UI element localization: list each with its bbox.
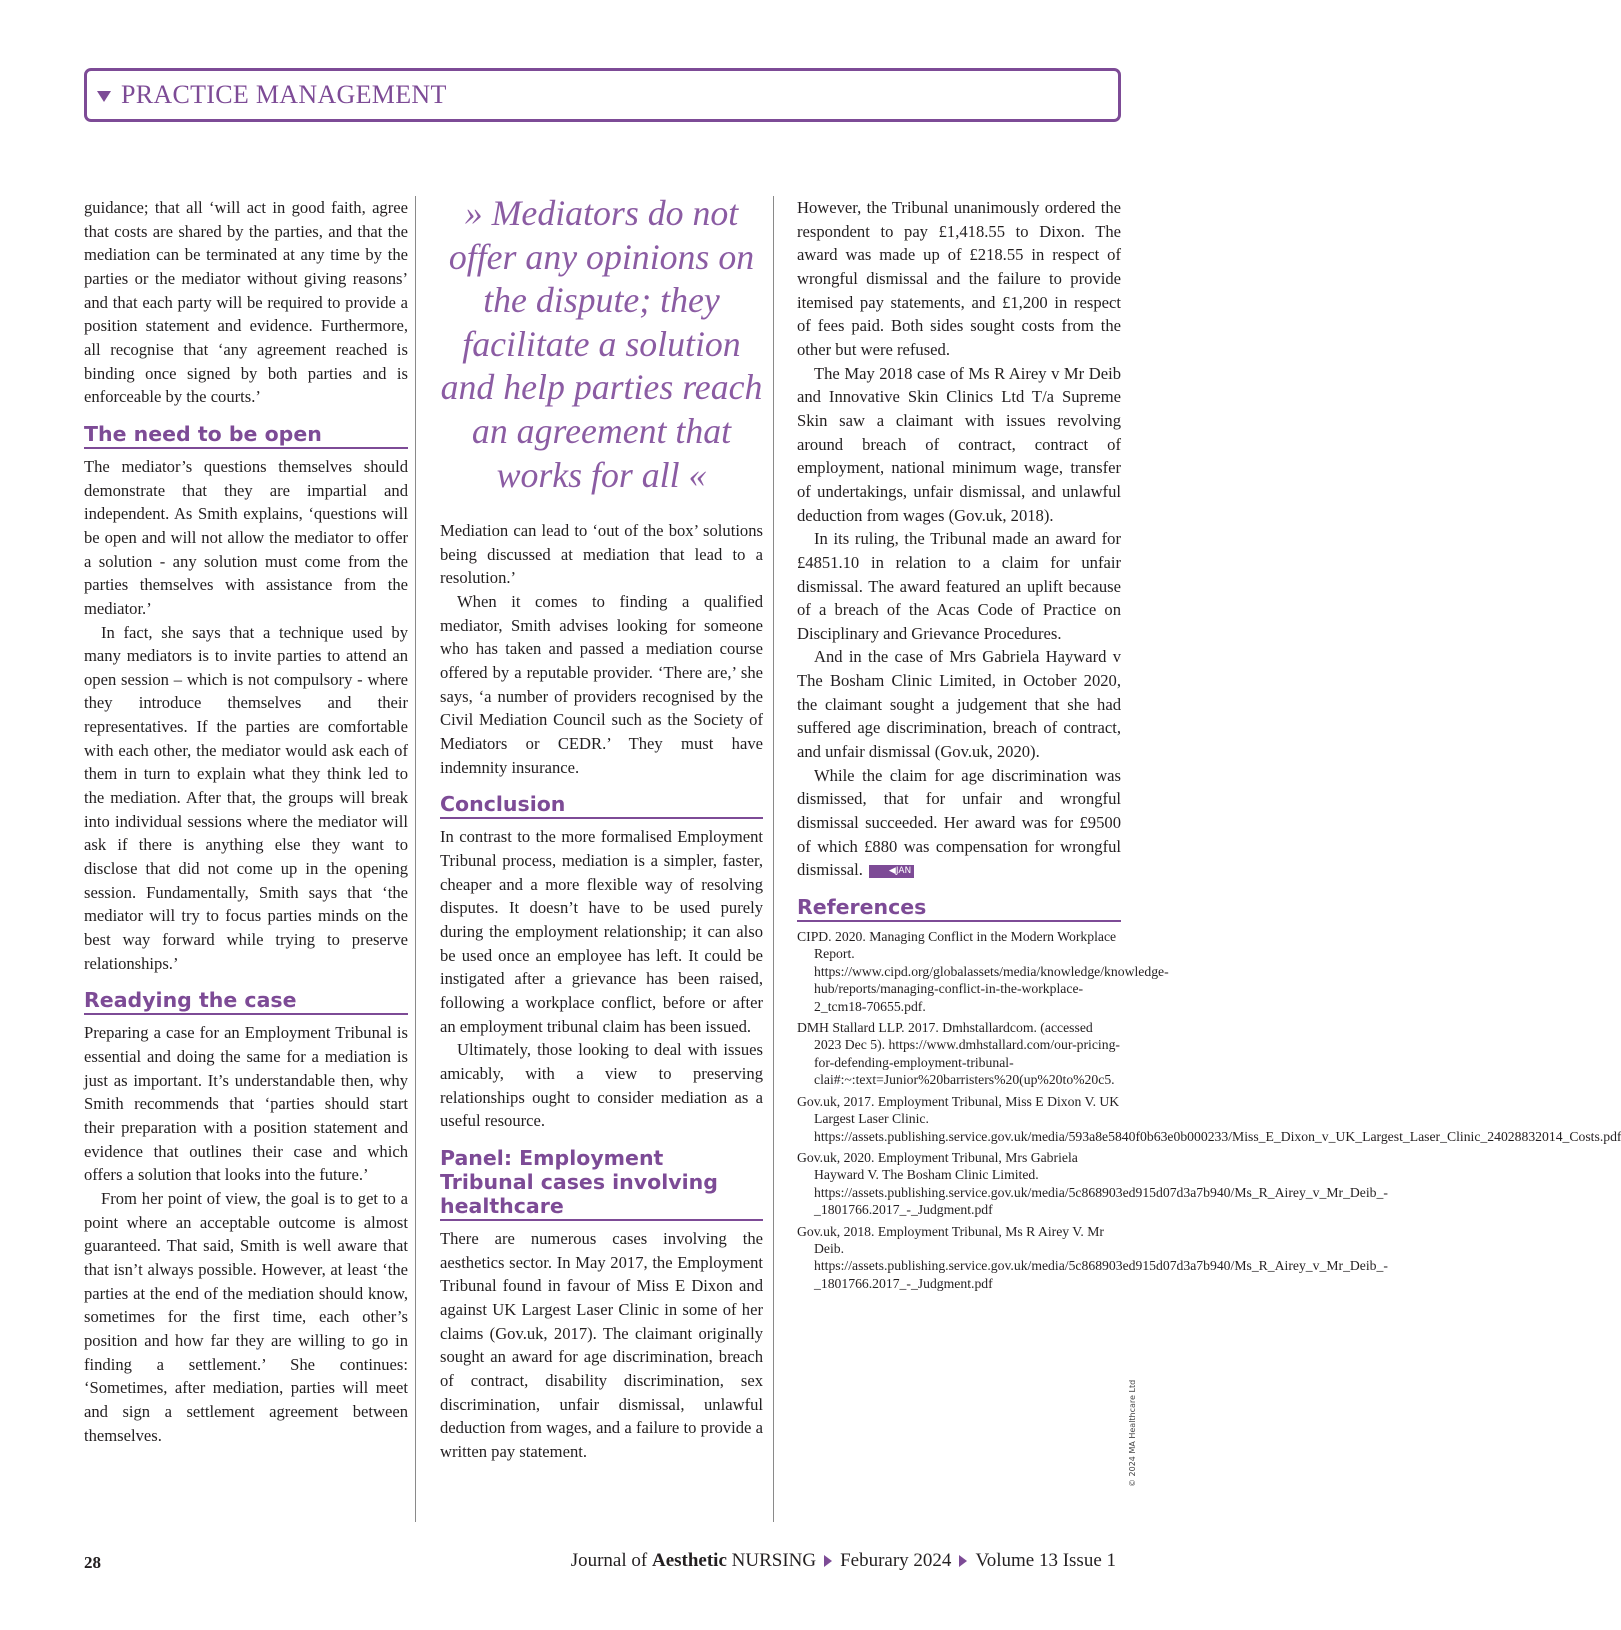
paragraph: In fact, she says that a technique used by many mediators is to invite parties to attend an open session – which is not compulsory - where they introduce themselves and their representatives. If the parties are comfortable with each other, the mediator would ask each of them in turn to explain what they think led to the mediation. After that, the groups will break into individual sessions where the mediator will ask if there is anything else they want to disclose that did not come up in the opening session. Fundamentally, Smith says that ‘the mediator will try to focus parties minds on the best way forward while trying to preserve relationships.’: [84, 622, 408, 973]
journal-suffix: NURSING: [726, 1550, 817, 1571]
section-title: PRACTICE MANAGEMENT: [121, 80, 447, 109]
paragraph: Ultimately, those looking to deal with issues amicably, with a view to preserving relationships ought to consider mediation as a useful resource.: [440, 1040, 763, 1131]
paragraph: The May 2018 case of Ms R Airey v Mr Deib and Innovative Skin Clinics Ltd T/a Supreme Skin saw a claimant with issues revolving around breach of contract, contract of employment, national minimum wage, transfer of undertakings, unfair dismissal, and unlawful deduction from wages (Gov.uk, 2018).: [797, 363, 1121, 525]
reference-item: CIPD. 2020. Managing Conflict in the Modern Workplace Report. https://www.cipd.org/globalassets/media/knowledge/knowledge-hub/reports/managing-conflict-in-the-workplace-2_tcm18-70655.pdf.: [797, 929, 1169, 1014]
paragraph-last: [797, 764, 1121, 882]
section-header: [84, 68, 1121, 122]
journal-name: [571, 1550, 816, 1572]
paragraph: When it comes to finding a qualified mediator, Smith advises looking for someone who has taken and passed a mediation course offered by a reputable provider. ‘There are,’ she says, ‘a number of providers recognised by the Civil Mediation Council such as the Society of Mediators or CEDR.’ They must have indemnity insurance.: [440, 592, 763, 777]
running-footer: [571, 1550, 1116, 1572]
heading-conclusion: Conclusion: [440, 792, 763, 819]
paragraph: The mediator’s questions themselves should demonstrate that they are impartial and independent. As Smith explains, ‘questions will be open and will not allow the mediator to offer a solution - any solution must come from the parties themselves with assistance from the mediator.’: [84, 456, 408, 618]
paragraph: Mediation can lead to ‘out of the box’ solutions being discussed at mediation that lead to a resolution.’: [440, 521, 763, 588]
reference-item: Gov.uk, 2018. Employment Tribunal, Ms R Airey V. Mr Deib. https://assets.publishing.service.gov.uk/media/5c868903ed915d07d3a7b940/Ms_R_Airey_v_Mr_Deib_-_1801766.2017_-_Judgment.pdf: [797, 1223, 1388, 1291]
reference-list: [797, 928, 1621, 1292]
paragraph: And in the case of Mrs Gabriela Hayward v The Bosham Clinic Limited, in October 2020, the claimant sought a judgement that she had suffered age discrimination, breach of contract, and unfair dismissal (Gov.uk, 2020).: [797, 647, 1121, 762]
end-mark-badge: ◀JAN: [869, 865, 914, 878]
triangle-right-icon: [959, 1555, 967, 1567]
triangle-right-icon: [824, 1555, 832, 1567]
paragraph: In its ruling, the Tribunal made an award for £4851.10 in relation to a claim for unfair dismissal. The award featured an uplift because of a breach of the Acas Code of Practice on Disciplinary and Grievance Procedures.: [797, 529, 1121, 643]
column-divider: [773, 196, 774, 1522]
paragraph: guidance; that all ‘will act in good faith, agree that costs are shared by the parties, and that the mediation can be terminated at any time by the parties or the mediator without giving reasons’ and that each party will be required to provide a position statement and evidence. Furthermore, all recognise that ‘any agreement reached is binding once signed by both parties and is enforceable by the courts.’: [84, 198, 408, 407]
volume-issue: Volume 13 Issue 1: [975, 1550, 1116, 1571]
column-middle: [440, 193, 763, 1463]
issue-date: Feburary 2024: [840, 1550, 952, 1571]
column-divider: [415, 196, 416, 1522]
paragraph-text: While the claim for age discrimination was dismissed, that for unfair and wrongful dismissal succeeded. Her award was for £9500 of which £880 was compensation for wrongful dismissal.: [797, 765, 1121, 880]
reference-item: Gov.uk, 2017. Employment Tribunal, Miss E Dixon V. UK Largest Laser Clinic. https://assets.publishing.service.gov.uk/media/593a8e5840f0b63e0b000233/Miss_E_Dixon_v_UK_Largest_Laser_Clinic_24028832014_Costs.pdf: [797, 1093, 1621, 1144]
journal-prefix: Journal of: [570, 1550, 652, 1571]
heading-panel: Panel: Employment Tribunal cases involving healthcare: [440, 1146, 763, 1221]
journal-bold: Aesthetic: [651, 1550, 727, 1571]
triangle-down-icon: [97, 91, 111, 102]
end-mark-label: JAN: [895, 866, 912, 877]
heading-references: References: [797, 895, 1121, 922]
heading-need-to-be-open: The need to be open: [84, 422, 408, 449]
pull-quote: » Mediators do not offer any opinions on the dispute; they facilitate a solution and help parties reach an agreement that works for all «: [440, 193, 763, 495]
reference-item: DMH Stallard LLP. 2017. Dmhstallardcom. (accessed 2023 Dec 5). https://www.dmhstallard.com/our-pricing-for-defending-employment-tribunal-clai#:~:text=Junior%20barristers%20(up%20to%20c5.: [797, 1020, 1120, 1088]
column-left: [84, 196, 408, 1447]
column-right: [797, 196, 1621, 1296]
paragraph: From her point of view, the goal is to get to a point where an acceptable outcome is almost guaranteed. That said, Smith is well aware that that isn’t always possible. However, at least ‘the parties at the end of the mediation should know, sometimes for the first time, each other’s position and how far they are willing to go in finding a settlement.’ She continues: ‘Sometimes, after mediation, parties will meet and sign a settlement agreement between themselves.: [84, 1188, 408, 1445]
heading-readying-the-case: Readying the case: [84, 988, 408, 1015]
paragraph: However, the Tribunal unanimously ordered the respondent to pay £1,418.55 to Dixon. The award was made up of £218.55 in respect of wrongful dismissal and the failure to provide itemised pay statements, and £1,200 in respect of fees paid. Both sides sought costs from the other but were refused.: [797, 198, 1121, 359]
page-number: 28: [84, 1553, 101, 1572]
copyright-notice: © 2024 MA Healthcare Ltd: [1128, 1379, 1137, 1487]
paragraph: Preparing a case for an Employment Tribunal is essential and doing the same for a mediation is just as important. It’s understandable then, why Smith recommends that ‘parties should start their preparation with a position statement and evidence that outlines their case and which offers a solution that looks into the future.’: [84, 1023, 408, 1185]
paragraph: In contrast to the more formalised Employment Tribunal process, mediation is a simpler, faster, cheaper and a more flexible way of resolving disputes. It doesn’t have to be used purely during the employment relationship; it can also be used once an employee has left. It could be instigated after a grievance has been raised, following a workplace conflict, before or after an employment tribunal claim has been issued.: [440, 827, 763, 1036]
reference-item: Gov.uk, 2020. Employment Tribunal, Mrs Gabriela Hayward V. The Bosham Clinic Limited. https://assets.publishing.service.gov.uk/media/5c868903ed915d07d3a7b940/Ms_R_Airey_v_Mr_Deib_-_1801766.2017_-_Judgment.pdf: [797, 1149, 1388, 1218]
paragraph: There are numerous cases involving the aesthetics sector. In May 2017, the Employment Tribunal found in favour of Miss E Dixon and against UK Largest Laser Clinic in some of her claims (Gov.uk, 2017). The claimant originally sought an award for age discrimination, breach of contract, disability discrimination, sex discrimination, unfair dismissal, unlawful deduction from wages, and a failure to provide a written pay statement.: [440, 1228, 763, 1461]
